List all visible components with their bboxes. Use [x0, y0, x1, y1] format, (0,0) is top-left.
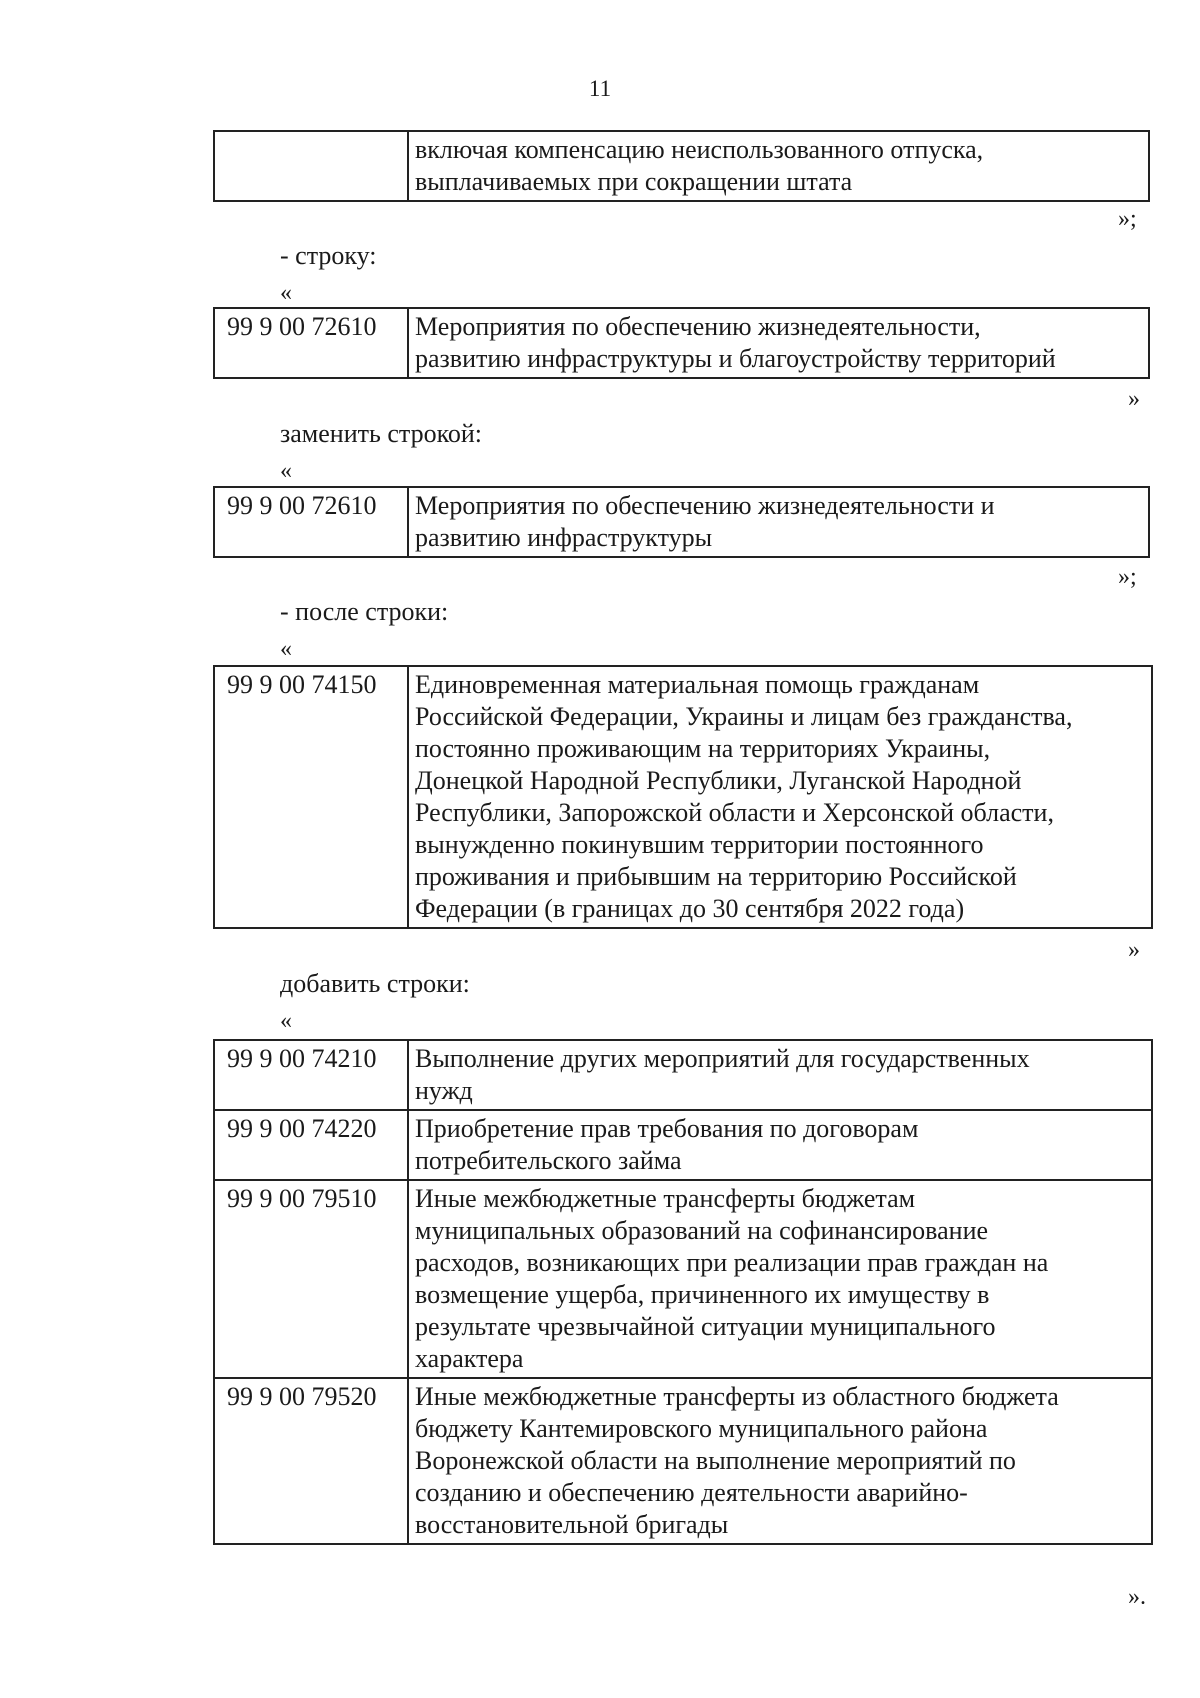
budget-table-5: [213, 1039, 1153, 1545]
description-line: Воронежской области на выполнение мероприятий по: [415, 1446, 1016, 1475]
budget-table-1: [213, 130, 1150, 202]
description-line: муниципальных образований на софинансирование: [415, 1216, 989, 1245]
description-line: потребительского займа: [415, 1146, 682, 1175]
closing-quote: »;: [1118, 564, 1137, 590]
table-row: [214, 1110, 1152, 1180]
budget-code-cell: 99 9 00 74150: [214, 666, 408, 928]
instruction-text: добавить строки:: [280, 969, 470, 998]
table-row: [214, 131, 1149, 201]
description-cell: [408, 308, 1149, 378]
description-line: Российской Федерации, Украины и лицам без гражданства,: [415, 702, 1073, 731]
description-line: нужд: [415, 1076, 473, 1105]
description-line: развитию инфраструктуры и благоустройству территорий: [415, 344, 1056, 373]
description-line: Приобретение прав требования по договорам: [415, 1114, 919, 1143]
budget-code-cell: 99 9 00 74220: [214, 1110, 408, 1180]
budget-table-4: [213, 665, 1153, 929]
budget-code-cell: 99 9 00 79520: [214, 1378, 408, 1544]
instruction-text: - после строки:: [280, 597, 449, 626]
description-cell: [408, 1180, 1152, 1378]
budget-code-cell: 99 9 00 72610: [214, 487, 408, 557]
description-line: результате чрезвычайной ситуации муниципального: [415, 1312, 996, 1341]
table-row: [214, 308, 1149, 378]
description-line: Республики, Запорожской области и Херсонской области,: [415, 798, 1054, 827]
table-row: [214, 666, 1152, 928]
description-cell: [408, 666, 1152, 928]
description-line: Выполнение других мероприятий для государственных: [415, 1044, 1030, 1073]
opening-quote: «: [280, 636, 292, 662]
instruction-text: заменить строкой:: [280, 419, 483, 448]
budget-table-2: [213, 307, 1150, 379]
budget-code-cell: 99 9 00 74210: [214, 1040, 408, 1110]
opening-quote: «: [280, 1008, 292, 1034]
description-line: вынужденно покинувшим территории постоянного: [415, 830, 984, 859]
budget-code-cell: [214, 131, 408, 201]
budget-code-cell: 99 9 00 79510: [214, 1180, 408, 1378]
description-cell: [408, 1040, 1152, 1110]
description-line: включая компенсацию неиспользованного отпуска,: [415, 135, 984, 164]
description-line: проживания и прибывшим на территорию Российской: [415, 862, 1017, 891]
description-line: выплачиваемых при сокращении штата: [415, 167, 853, 196]
description-line: Единовременная материальная помощь гражданам: [415, 670, 980, 699]
description-line: характера: [415, 1344, 524, 1373]
table-row: [214, 1040, 1152, 1110]
closing-quote: »: [1128, 937, 1140, 963]
description-line: созданию и обеспечению деятельности аварийно-: [415, 1478, 968, 1507]
closing-quote: »;: [1118, 206, 1137, 232]
description-cell: [408, 487, 1149, 557]
description-cell: [408, 1378, 1152, 1544]
description-line: расходов, возникающих при реализации прав граждан на: [415, 1248, 1049, 1277]
description-cell: [408, 1110, 1152, 1180]
description-cell: [408, 131, 1149, 201]
description-line: Федерации (в границах до 30 сентября 2022 года): [415, 894, 965, 923]
page-number: 11: [588, 76, 612, 101]
description-line: развитию инфраструктуры: [415, 523, 713, 552]
description-line: Иные межбюджетные трансферты из областного бюджета: [415, 1382, 1059, 1411]
opening-quote: «: [280, 280, 292, 306]
budget-code-cell: 99 9 00 72610: [214, 308, 408, 378]
description-line: бюджету Кантемировского муниципального района: [415, 1414, 988, 1443]
description-line: восстановительной бригады: [415, 1510, 729, 1539]
closing-quote: ».: [1128, 1584, 1146, 1610]
budget-table-3: [213, 486, 1150, 558]
instruction-text: - строку:: [280, 241, 377, 270]
table-row: [214, 1180, 1152, 1378]
description-line: возмещение ущерба, причиненного их имуществу в: [415, 1280, 990, 1309]
description-line: Иные межбюджетные трансферты бюджетам: [415, 1184, 916, 1213]
description-line: постоянно проживающим на территориях Украины,: [415, 734, 991, 763]
description-line: Донецкой Народной Республики, Луганской Народной: [415, 766, 1022, 795]
opening-quote: «: [280, 458, 292, 484]
table-row: [214, 487, 1149, 557]
description-line: Мероприятия по обеспечению жизнедеятельности и: [415, 491, 995, 520]
table-row: [214, 1378, 1152, 1544]
description-line: Мероприятия по обеспечению жизнедеятельности,: [415, 312, 981, 341]
closing-quote: »: [1128, 386, 1140, 412]
